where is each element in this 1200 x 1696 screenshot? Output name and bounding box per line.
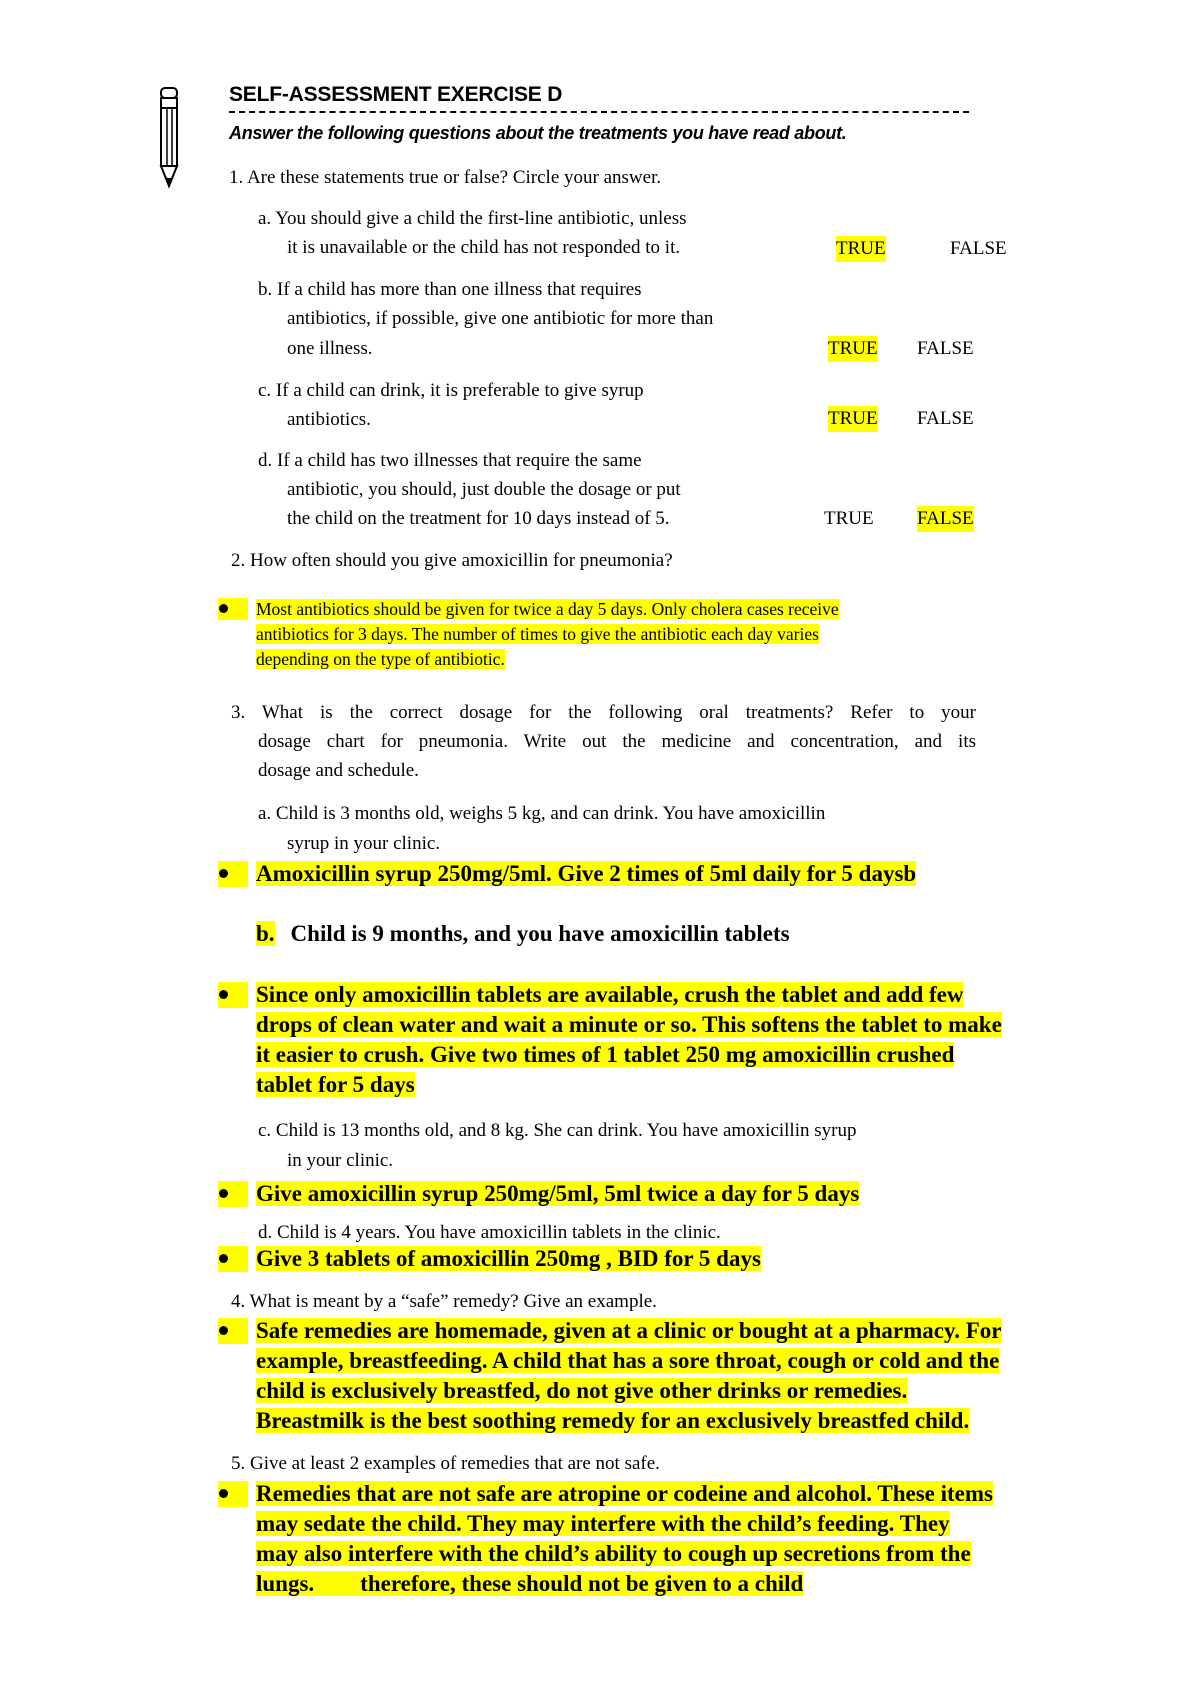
q1b-line3: one illness. xyxy=(287,338,373,359)
q5-answer-line: lungs. therefore, these should not be given to a child xyxy=(256,1571,804,1596)
q3c-answer xyxy=(256,1179,859,1209)
q1a-false-option[interactable]: FALSE xyxy=(950,238,1007,259)
q1c-line2: antibiotics. xyxy=(287,409,371,430)
q3-prompt-line: 3. What is the correct dosage for the following oral treatments? Refer to your xyxy=(231,702,976,723)
q1d-true-option[interactable]: TRUE xyxy=(824,508,874,529)
q4-answer-line: child is exclusively breastfed, do not give other drinks or remedies. xyxy=(256,1378,908,1403)
q2-bullet-icon xyxy=(219,604,228,613)
q1-prompt: 1. Are these statements true or false? Circle your answer. xyxy=(229,167,662,188)
instructions: Answer the following questions about the treatments you have read about. xyxy=(229,123,847,143)
q5-answer-line: Remedies that are not safe are atropine or codeine and alcohol. These items xyxy=(256,1481,993,1506)
q1c-true-option[interactable]: TRUE xyxy=(828,406,878,432)
q3a-bullet-icon xyxy=(219,869,228,878)
q5-bullet-icon xyxy=(219,1489,228,1498)
q3c-line1: c. Child is 13 months old, and 8 kg. She can drink. You have amoxicillin syrup xyxy=(258,1120,857,1141)
q5-prompt: 5. Give at least 2 examples of remedies that are not safe. xyxy=(231,1453,660,1474)
q5-answer-line: may sedate the child. They may interfere with the child’s feeding. They xyxy=(256,1511,950,1536)
q3d-line: d. Child is 4 years. You have amoxicillin tablets in the clinic. xyxy=(258,1222,721,1243)
q3-prompt-line: dosage and schedule. xyxy=(258,760,419,781)
q3c-answer-text: Give amoxicillin syrup 250mg/5ml, 5ml twice a day for 5 days xyxy=(256,1181,860,1206)
q1b-line1: b. If a child has more than one illness that requires xyxy=(258,279,642,300)
q4-answer-line: example, breastfeeding. A child that has a sore throat, cough or cold and the xyxy=(256,1348,1000,1373)
q4-answer-line: Breastmilk is the best soothing remedy for an exclusively breastfed child. xyxy=(256,1408,970,1433)
q2-answer-line: Most antibiotics should be given for twice a day 5 days. Only cholera cases receive xyxy=(256,599,839,619)
q1c-false-option[interactable]: FALSE xyxy=(917,408,974,429)
q1b-false-option[interactable]: FALSE xyxy=(917,338,974,359)
q1c-line1: c. If a child can drink, it is preferable to give syrup xyxy=(258,380,644,401)
q3b-question xyxy=(256,919,790,949)
page-title: SELF-ASSESSMENT EXERCISE D xyxy=(229,83,563,106)
q1a-true-option[interactable]: TRUE xyxy=(836,236,886,262)
q3d-bullet-icon xyxy=(219,1254,228,1263)
q3b-answer-line: Since only amoxicillin tablets are available, crush the tablet and add few xyxy=(256,982,964,1007)
q3d-answer xyxy=(256,1244,761,1274)
q1d-line1: d. If a child has two illnesses that require the same xyxy=(258,450,642,471)
q3a-answer-text: Amoxicillin syrup 250mg/5ml. Give 2 times of 5ml daily for 5 daysb xyxy=(256,861,917,886)
q3d-answer-text: Give 3 tablets of amoxicillin 250mg , BID for 5 days xyxy=(256,1246,761,1271)
pencil-icon xyxy=(158,86,180,190)
q4-answer-line: Safe remedies are homemade, given at a clinic or bought at a pharmacy. For xyxy=(256,1318,1002,1343)
q3b-answer xyxy=(256,980,1002,1100)
q2-answer-line: antibiotics for 3 days. The number of times to give the antibiotic each day varies xyxy=(256,624,819,644)
q4-bullet-icon xyxy=(219,1326,228,1335)
q2-answer xyxy=(256,597,839,672)
q3c-line2: in your clinic. xyxy=(287,1150,394,1171)
q3b-bullet-icon xyxy=(219,990,228,999)
q1d-false-option[interactable]: FALSE xyxy=(917,506,974,532)
q3b-label: b. xyxy=(256,921,275,946)
q2-prompt: 2. How often should you give amoxicillin for pneumonia? xyxy=(231,550,673,571)
q2-answer-line: depending on the type of antibiotic. xyxy=(256,649,505,669)
q3-prompt xyxy=(231,698,976,785)
title-dashed-rule xyxy=(229,111,969,113)
q4-prompt: 4. What is meant by a “safe” remedy? Give an example. xyxy=(231,1291,657,1312)
q3b-answer-line: it easier to crush. Give two times of 1 tablet 250 mg amoxicillin crushed xyxy=(256,1042,955,1067)
q3-prompt-line: dosage chart for pneumonia. Write out the medicine and concentration, and its xyxy=(258,731,976,752)
q1d-line2: antibiotic, you should, just double the dosage or put xyxy=(287,479,681,500)
q1d-line3: the child on the treatment for 10 days instead of 5. xyxy=(287,508,670,529)
q3b-answer-line: tablet for 5 days xyxy=(256,1072,415,1097)
q3a-line2: syrup in your clinic. xyxy=(287,833,441,854)
q1b-true-option[interactable]: TRUE xyxy=(828,336,878,362)
q5-answer-line: may also interfere with the child’s ability to cough up secretions from the xyxy=(256,1541,971,1566)
q1a-line1: a. You should give a child the first-line antibiotic, unless xyxy=(258,208,687,229)
q1a-line2: it is unavailable or the child has not responded to it. xyxy=(287,237,681,258)
q3b-answer-line: drops of clean water and wait a minute or so. This softens the tablet to make xyxy=(256,1012,1002,1037)
q5-answer xyxy=(256,1479,993,1599)
q3b-text: Child is 9 months, and you have amoxicillin tablets xyxy=(290,921,790,946)
q1b-line2: antibiotics, if possible, give one antibiotic for more than xyxy=(287,308,714,329)
q3c-bullet-icon xyxy=(219,1189,228,1198)
q3a-answer xyxy=(256,859,916,889)
q3a-line1: a. Child is 3 months old, weighs 5 kg, and can drink. You have amoxicillin xyxy=(258,803,826,824)
q4-answer xyxy=(256,1316,1002,1436)
